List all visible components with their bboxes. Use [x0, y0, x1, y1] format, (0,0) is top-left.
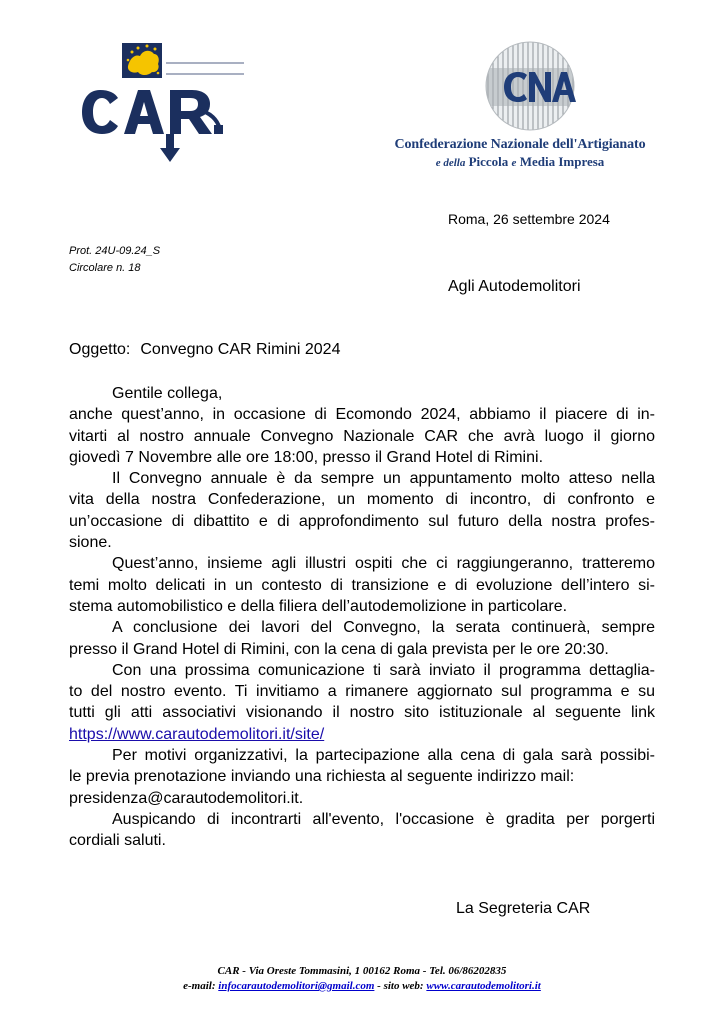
body-line: to del nostro evento. Ti invitiamo a rimanere aggiornato sul programma e su	[69, 683, 655, 701]
letter-body	[69, 383, 655, 852]
body-line: sione.	[69, 534, 112, 552]
body-line: Per motivi organizzativi, la partecipazione alla cena di gala sarà possibi-	[112, 747, 655, 765]
body-line: cordiali saluti.	[69, 832, 166, 850]
body-line: Il Convegno annuale è da sempre un appuntamento molto atteso nella	[112, 470, 655, 488]
letter-date: Roma, 26 settembre 2024	[448, 211, 610, 227]
subject-label: Oggetto:	[69, 341, 131, 358]
website-link[interactable]: https://www.carautodemolitori.it/site/	[69, 725, 325, 743]
cna-full-name	[388, 136, 652, 172]
footer-email-label: e-mail:	[183, 980, 216, 992]
body-line: presso il Grand Hotel di Rimini, con la cena di gala prevista per le ore 20:30.	[69, 640, 609, 658]
footer-email-link[interactable]: infocarautodemolitori@gmail.com	[218, 980, 375, 992]
cna-name-line1: Confederazione Nazionale dell'Artigianato	[394, 137, 646, 152]
cna-name-line2	[388, 153, 652, 172]
body-line: giovedì 7 Novembre alle ore 18:00, presso il Grand Hotel di Rimini.	[69, 448, 544, 466]
circular-number: Circolare n. 18	[69, 262, 141, 274]
body-line: A conclusione dei lavori del Convegno, la serata continuerà, sempre	[112, 619, 655, 637]
body-line: anche quest’anno, in occasione di Ecomondo 2024, abbiamo il piacere di in-	[69, 406, 655, 424]
greeting: Gentile collega,	[112, 385, 223, 402]
cna-logo	[476, 40, 584, 136]
footer-web-label: - sito web:	[377, 980, 424, 992]
signature: La Segreteria CAR	[456, 900, 591, 917]
footer-contacts	[0, 979, 724, 994]
body-line: Quest’anno, insieme agli illustri ospiti che ci raggiungeranno, tratteremo	[112, 555, 655, 573]
body-line: stema automobilistico e della filiera dell’autodemolizione in particolare.	[69, 597, 568, 615]
cna-name-part-a: e della	[435, 157, 466, 169]
protocol-block	[69, 243, 160, 277]
body-line: un’occasione di dibattito e di approfondimento sul futuro della nostra profes-	[69, 512, 655, 530]
cna-name-part-d: Media Impresa	[519, 154, 605, 169]
body-line: tutti gli atti associativi visionando il nostro sito istituzionale al seguente link	[69, 704, 655, 722]
car-logo	[80, 40, 260, 164]
body-line: Auspicando di incontrarti all'evento, l'occasione è gradita per porgerti	[112, 810, 655, 828]
body-line: temi molto delicati in un contesto di transizione e di evoluzione dell’intero si-	[69, 576, 655, 594]
cna-name-part-c: e	[511, 157, 517, 169]
body-line: le previa prenotazione inviando una richiesta al seguente indirizzo mail:	[69, 768, 575, 786]
body-line: vita della nostra Confederazione, un momento di incontro, di confronto e	[69, 491, 655, 509]
subject-text: Convegno CAR Rimini 2024	[140, 341, 341, 358]
protocol-number: Prot. 24U-09.24_S	[69, 245, 161, 257]
body-line: vitarti al nostro annuale Convegno Nazionale CAR che avrà luogo il giorno	[69, 427, 655, 445]
recipient: Agli Autodemolitori	[448, 278, 581, 295]
cna-name-part-b: Piccola	[468, 154, 509, 169]
footer-web-link[interactable]: www.carautodemolitori.it	[426, 980, 541, 992]
body-line: Con una prossima comunicazione ti sarà inviato il programma dettaglia-	[112, 661, 655, 679]
subject-line	[69, 341, 340, 359]
body-line	[69, 724, 655, 745]
contact-email: presidenza@carautodemolitori.it.	[69, 789, 304, 807]
footer	[0, 964, 724, 994]
footer-address: CAR - Via Oreste Tommasini, 1 00162 Roma - Tel. 06/86202835	[217, 965, 507, 977]
